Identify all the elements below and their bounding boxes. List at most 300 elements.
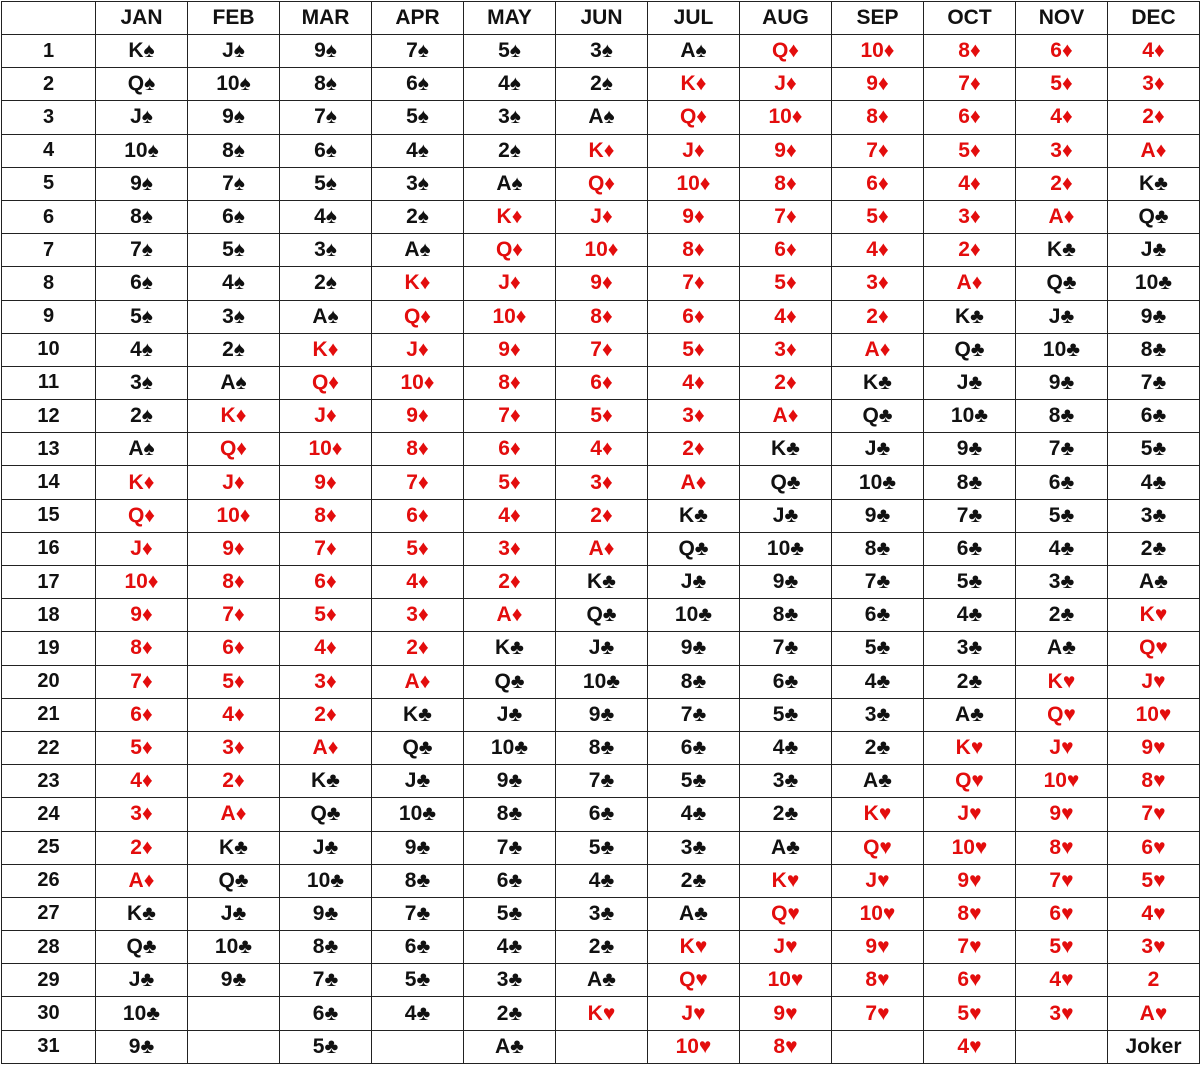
card-cell: 9♦ xyxy=(372,400,464,433)
day-row xyxy=(2,698,1200,731)
card-cell: 8♥ xyxy=(1108,765,1200,798)
card-cell: A♠ xyxy=(188,366,280,399)
day-row xyxy=(2,831,1200,864)
card-cell: J♦ xyxy=(648,134,740,167)
day-number: 24 xyxy=(2,798,96,831)
day-row xyxy=(2,366,1200,399)
card-cell: 4♦ xyxy=(464,499,556,532)
card-cell: 4♠ xyxy=(464,68,556,101)
card-cell: Q♦ xyxy=(740,35,832,68)
day-number: 30 xyxy=(2,997,96,1030)
card-cell: 10♦ xyxy=(832,35,924,68)
day-row xyxy=(2,101,1200,134)
card-cell: J♣ xyxy=(648,566,740,599)
day-row xyxy=(2,897,1200,930)
card-cell: 8♣ xyxy=(556,731,648,764)
card-cell: A♠ xyxy=(280,300,372,333)
day-number: 26 xyxy=(2,864,96,897)
card-cell: 10♥ xyxy=(740,964,832,997)
card-cell: 2♦ xyxy=(832,300,924,333)
card-cell: K♣ xyxy=(648,499,740,532)
card-cell: K♣ xyxy=(372,698,464,731)
card-cell: 5♥ xyxy=(1108,864,1200,897)
card-cell: 10♣ xyxy=(556,665,648,698)
day-number: 8 xyxy=(2,267,96,300)
card-cell: 7♣ xyxy=(648,698,740,731)
card-cell: 7♠ xyxy=(280,101,372,134)
card-cell: J♣ xyxy=(1016,300,1108,333)
card-cell: 7♦ xyxy=(832,134,924,167)
day-number: 25 xyxy=(2,831,96,864)
card-cell: 4♠ xyxy=(372,134,464,167)
card-cell: 3♦ xyxy=(188,731,280,764)
card-cell: 4♦ xyxy=(1016,101,1108,134)
card-cell: 2♦ xyxy=(464,566,556,599)
card-cell: 2♣ xyxy=(648,864,740,897)
card-cell: K♦ xyxy=(556,134,648,167)
card-cell: 10♥ xyxy=(924,831,1016,864)
day-row xyxy=(2,731,1200,764)
day-row xyxy=(2,333,1200,366)
card-cell: 2♦ xyxy=(280,698,372,731)
card-cell: J♣ xyxy=(556,632,648,665)
card-cell: 10♥ xyxy=(1016,765,1108,798)
card-cell: 5♥ xyxy=(1016,931,1108,964)
card-cell: K♣ xyxy=(740,433,832,466)
card-cell: Q♣ xyxy=(648,532,740,565)
card-cell: 7♠ xyxy=(96,234,188,267)
card-cell: 5♦ xyxy=(648,333,740,366)
card-cell: 10♦ xyxy=(464,300,556,333)
card-cell: 9♦ xyxy=(556,267,648,300)
card-cell: A♦ xyxy=(1108,134,1200,167)
card-cell: K♥ xyxy=(1016,665,1108,698)
card-cell: Q♥ xyxy=(1108,632,1200,665)
card-cell: 5♣ xyxy=(280,1030,372,1063)
day-row xyxy=(2,35,1200,68)
card-cell: 6♦ xyxy=(556,366,648,399)
card-cell: 9♠ xyxy=(96,167,188,200)
card-cell: 8♠ xyxy=(188,134,280,167)
card-cell: 4♦ xyxy=(280,632,372,665)
card-cell: 6♦ xyxy=(188,632,280,665)
card-cell: Q♣ xyxy=(832,400,924,433)
card-cell: 4♣ xyxy=(1016,532,1108,565)
card-cell: 8♣ xyxy=(464,798,556,831)
card-cell: 8♠ xyxy=(280,68,372,101)
card-cell: 9♥ xyxy=(832,931,924,964)
card-cell: 5♦ xyxy=(924,134,1016,167)
card-cell xyxy=(832,1030,924,1063)
day-number: 28 xyxy=(2,931,96,964)
card-cell: 4♦ xyxy=(648,366,740,399)
card-cell: 6♠ xyxy=(96,267,188,300)
card-cell: J♦ xyxy=(556,200,648,233)
card-cell: Q♣ xyxy=(280,798,372,831)
card-cell: 4♣ xyxy=(924,599,1016,632)
card-cell: Q♣ xyxy=(464,665,556,698)
card-cell: 9♣ xyxy=(372,831,464,864)
card-cell: 2♦ xyxy=(1016,167,1108,200)
card-cell: J♥ xyxy=(1108,665,1200,698)
card-cell: J♣ xyxy=(924,366,1016,399)
month-header-may: MAY xyxy=(464,2,556,35)
card-cell: 6♣ xyxy=(464,864,556,897)
day-number: 31 xyxy=(2,1030,96,1063)
card-cell: 3♠ xyxy=(464,101,556,134)
card-cell: 8♣ xyxy=(372,864,464,897)
card-cell: J♦ xyxy=(372,333,464,366)
card-cell: 8♦ xyxy=(832,101,924,134)
card-cell: 9♥ xyxy=(740,997,832,1030)
card-cell: 9♠ xyxy=(280,35,372,68)
card-cell: 5♦ xyxy=(556,400,648,433)
card-cell: 3♦ xyxy=(96,798,188,831)
card-cell: 3♦ xyxy=(832,267,924,300)
card-cell: Q♣ xyxy=(924,333,1016,366)
card-cell: 7♦ xyxy=(280,532,372,565)
card-cell: 6♣ xyxy=(1108,400,1200,433)
card-cell: 5♠ xyxy=(280,167,372,200)
card-cell: 8♣ xyxy=(1108,333,1200,366)
card-cell: J♣ xyxy=(1108,234,1200,267)
card-cell: 8♣ xyxy=(832,532,924,565)
month-header-mar: MAR xyxy=(280,2,372,35)
card-cell: Q♥ xyxy=(648,964,740,997)
card-cell: 3♣ xyxy=(924,632,1016,665)
card-cell: 10♥ xyxy=(832,897,924,930)
card-cell: K♣ xyxy=(1108,167,1200,200)
card-cell: 10♣ xyxy=(832,466,924,499)
day-number: 16 xyxy=(2,532,96,565)
card-cell: 3♦ xyxy=(464,532,556,565)
day-number: 18 xyxy=(2,599,96,632)
card-cell: 3♣ xyxy=(464,964,556,997)
card-cell: 2♣ xyxy=(464,997,556,1030)
card-cell: 10♣ xyxy=(740,532,832,565)
card-cell: 5♣ xyxy=(924,566,1016,599)
card-cell: 4♦ xyxy=(1108,35,1200,68)
card-cell: 9♣ xyxy=(648,632,740,665)
card-cell: 7♦ xyxy=(924,68,1016,101)
card-cell: 2♣ xyxy=(1016,599,1108,632)
card-cell: 4♣ xyxy=(556,864,648,897)
card-cell: 3♣ xyxy=(556,897,648,930)
card-cell: 10♣ xyxy=(1016,333,1108,366)
card-cell: J♣ xyxy=(372,765,464,798)
card-cell: 7♦ xyxy=(96,665,188,698)
card-cell: 6♦ xyxy=(648,300,740,333)
card-cell: 5♠ xyxy=(464,35,556,68)
card-cell: 9♥ xyxy=(1108,731,1200,764)
card-cell: K♣ xyxy=(464,632,556,665)
card-cell xyxy=(1016,1030,1108,1063)
card-cell: 5♣ xyxy=(648,765,740,798)
card-cell: 9♥ xyxy=(1016,798,1108,831)
card-cell: 2♣ xyxy=(924,665,1016,698)
card-cell: 2♠ xyxy=(96,400,188,433)
card-cell: Q♥ xyxy=(740,897,832,930)
card-cell: 3♦ xyxy=(556,466,648,499)
card-cell: 3♠ xyxy=(372,167,464,200)
card-cell: 5♣ xyxy=(1016,499,1108,532)
card-cell: 10♦ xyxy=(96,566,188,599)
card-cell: 2♦ xyxy=(188,765,280,798)
card-cell: 2 xyxy=(1108,964,1200,997)
day-row xyxy=(2,400,1200,433)
card-cell: J♥ xyxy=(832,864,924,897)
card-cell: K♥ xyxy=(924,731,1016,764)
card-cell: 6♣ xyxy=(280,997,372,1030)
card-cell: 7♣ xyxy=(832,566,924,599)
card-cell: 8♦ xyxy=(280,499,372,532)
day-number: 19 xyxy=(2,632,96,665)
card-cell: 5♠ xyxy=(96,300,188,333)
card-cell: 3♥ xyxy=(1016,997,1108,1030)
card-cell: A♣ xyxy=(740,831,832,864)
card-cell: 8♥ xyxy=(740,1030,832,1063)
card-cell: 6♠ xyxy=(372,68,464,101)
card-cell: 9♣ xyxy=(188,964,280,997)
card-cell: Q♦ xyxy=(96,499,188,532)
card-cell: 10♣ xyxy=(1108,267,1200,300)
card-cell: K♣ xyxy=(96,897,188,930)
card-cell: 10♣ xyxy=(648,599,740,632)
card-cell: 10♣ xyxy=(924,400,1016,433)
card-cell: 3♣ xyxy=(832,698,924,731)
card-cell: Q♥ xyxy=(1016,698,1108,731)
card-cell: 8♣ xyxy=(648,665,740,698)
card-cell: A♦ xyxy=(556,532,648,565)
day-number: 27 xyxy=(2,897,96,930)
card-cell: J♣ xyxy=(280,831,372,864)
card-cell: 9♦ xyxy=(280,466,372,499)
card-cell: 7♣ xyxy=(280,964,372,997)
card-cell: 7♥ xyxy=(1016,864,1108,897)
card-cell: 7♦ xyxy=(556,333,648,366)
card-cell: 2♠ xyxy=(188,333,280,366)
card-cell: 9♦ xyxy=(648,200,740,233)
day-number: 7 xyxy=(2,234,96,267)
card-cell: 5♦ xyxy=(96,731,188,764)
card-cell: Q♣ xyxy=(188,864,280,897)
card-cell: A♣ xyxy=(1016,632,1108,665)
card-cell: Q♥ xyxy=(924,765,1016,798)
day-number: 17 xyxy=(2,566,96,599)
card-cell: K♣ xyxy=(556,566,648,599)
day-number: 12 xyxy=(2,400,96,433)
card-cell: 7♦ xyxy=(740,200,832,233)
day-row xyxy=(2,466,1200,499)
day-number: 21 xyxy=(2,698,96,731)
day-row xyxy=(2,167,1200,200)
card-cell: K♥ xyxy=(832,798,924,831)
card-cell: 4♣ xyxy=(1108,466,1200,499)
card-cell: 7♥ xyxy=(924,931,1016,964)
card-cell: J♦ xyxy=(740,68,832,101)
card-cell xyxy=(188,1030,280,1063)
card-cell: A♠ xyxy=(556,101,648,134)
day-row xyxy=(2,234,1200,267)
card-cell: 7♦ xyxy=(372,466,464,499)
card-cell: Q♣ xyxy=(556,599,648,632)
card-cell: 5♣ xyxy=(832,632,924,665)
card-cell: 10♣ xyxy=(464,731,556,764)
card-cell: 9♣ xyxy=(740,566,832,599)
card-cell: K♥ xyxy=(556,997,648,1030)
card-cell: K♦ xyxy=(280,333,372,366)
card-cell: 3♦ xyxy=(1108,68,1200,101)
card-cell: 5♣ xyxy=(556,831,648,864)
month-header-nov: NOV xyxy=(1016,2,1108,35)
card-cell: A♠ xyxy=(96,433,188,466)
card-cell: 6♦ xyxy=(924,101,1016,134)
card-cell: K♣ xyxy=(924,300,1016,333)
card-cell: 10♥ xyxy=(1108,698,1200,731)
card-cell: 4♦ xyxy=(96,765,188,798)
card-cell: Q♦ xyxy=(280,366,372,399)
card-cell: 2♠ xyxy=(372,200,464,233)
card-cell: 6♦ xyxy=(832,167,924,200)
card-cell: 6♣ xyxy=(924,532,1016,565)
card-cell: 9♣ xyxy=(1016,366,1108,399)
day-row xyxy=(2,599,1200,632)
card-cell: 10♣ xyxy=(188,931,280,964)
card-cell: 6♦ xyxy=(464,433,556,466)
card-cell: 3♠ xyxy=(556,35,648,68)
card-cell: J♥ xyxy=(924,798,1016,831)
day-number: 11 xyxy=(2,366,96,399)
card-cell: 9♦ xyxy=(832,68,924,101)
card-cell: A♦ xyxy=(188,798,280,831)
day-row xyxy=(2,134,1200,167)
card-cell xyxy=(372,1030,464,1063)
card-cell: A♣ xyxy=(832,765,924,798)
month-header-aug: AUG xyxy=(740,2,832,35)
day-row xyxy=(2,765,1200,798)
day-row xyxy=(2,665,1200,698)
month-header-apr: APR xyxy=(372,2,464,35)
card-cell: 4♦ xyxy=(924,167,1016,200)
card-cell: K♦ xyxy=(96,466,188,499)
card-cell: 7♣ xyxy=(1108,366,1200,399)
day-row xyxy=(2,532,1200,565)
card-cell: 3♦ xyxy=(648,400,740,433)
card-cell: 3♣ xyxy=(1016,566,1108,599)
card-cell: Q♦ xyxy=(464,234,556,267)
card-cell: 3♠ xyxy=(188,300,280,333)
month-header-dec: DEC xyxy=(1108,2,1200,35)
card-cell xyxy=(188,997,280,1030)
card-cell: 7♠ xyxy=(372,35,464,68)
card-cell: 2♦ xyxy=(372,632,464,665)
card-cell: 8♥ xyxy=(924,897,1016,930)
card-cell: 8♦ xyxy=(372,433,464,466)
card-cell: 3♥ xyxy=(1108,931,1200,964)
day-row xyxy=(2,433,1200,466)
card-cell: 9♣ xyxy=(832,499,924,532)
card-cell: A♦ xyxy=(740,400,832,433)
card-cell: 4♠ xyxy=(96,333,188,366)
card-cell: A♠ xyxy=(648,35,740,68)
card-cell: Q♣ xyxy=(1016,267,1108,300)
card-cell: A♦ xyxy=(372,665,464,698)
card-cell: 8♥ xyxy=(1016,831,1108,864)
card-cell: 8♦ xyxy=(740,167,832,200)
card-cell: 5♥ xyxy=(924,997,1016,1030)
card-cell: 2♣ xyxy=(740,798,832,831)
card-cell: 4♦ xyxy=(740,300,832,333)
card-cell: 2♠ xyxy=(464,134,556,167)
card-cell: K♣ xyxy=(1016,234,1108,267)
card-cell: 4♣ xyxy=(648,798,740,831)
card-cell: 8♥ xyxy=(832,964,924,997)
card-cell xyxy=(556,1030,648,1063)
month-header-row xyxy=(2,2,1200,35)
card-cell: 4♠ xyxy=(280,200,372,233)
card-cell: 10♣ xyxy=(372,798,464,831)
card-cell: 10♣ xyxy=(280,864,372,897)
card-cell: A♣ xyxy=(648,897,740,930)
card-cell: 8♣ xyxy=(924,466,1016,499)
card-cell: 6♣ xyxy=(556,798,648,831)
month-header-jul: JUL xyxy=(648,2,740,35)
card-cell: 2♣ xyxy=(556,931,648,964)
card-cell: 6♦ xyxy=(96,698,188,731)
card-cell: 3♣ xyxy=(648,831,740,864)
card-cell: K♠ xyxy=(96,35,188,68)
card-cell: 7♣ xyxy=(924,499,1016,532)
card-cell: 5♣ xyxy=(372,964,464,997)
card-cell: 7♥ xyxy=(832,997,924,1030)
card-cell: 6♠ xyxy=(188,200,280,233)
card-cell: J♥ xyxy=(1016,731,1108,764)
day-row xyxy=(2,300,1200,333)
card-cell: 2♦ xyxy=(924,234,1016,267)
card-cell: A♦ xyxy=(924,267,1016,300)
card-cell: Q♣ xyxy=(372,731,464,764)
card-cell: 4♦ xyxy=(556,433,648,466)
card-cell: 8♣ xyxy=(740,599,832,632)
card-cell: 2♦ xyxy=(740,366,832,399)
card-cell: 8♦ xyxy=(464,366,556,399)
card-cell: 4♦ xyxy=(188,698,280,731)
card-cell: 10♠ xyxy=(96,134,188,167)
card-cell: Q♠ xyxy=(96,68,188,101)
card-cell: 3♦ xyxy=(740,333,832,366)
card-cell: 2♦ xyxy=(648,433,740,466)
day-row xyxy=(2,931,1200,964)
card-cell: K♦ xyxy=(464,200,556,233)
day-number: 6 xyxy=(2,200,96,233)
card-cell: A♦ xyxy=(280,731,372,764)
card-cell: 8♦ xyxy=(188,566,280,599)
card-cell: A♣ xyxy=(556,964,648,997)
card-cell: K♦ xyxy=(372,267,464,300)
card-cell: J♠ xyxy=(96,101,188,134)
card-cell: Q♣ xyxy=(96,931,188,964)
card-cell: 7♥ xyxy=(1108,798,1200,831)
card-cell: 6♣ xyxy=(648,731,740,764)
card-cell: 7♣ xyxy=(556,765,648,798)
card-cell: 4♣ xyxy=(832,665,924,698)
card-cell: 2♦ xyxy=(96,831,188,864)
card-cell: A♦ xyxy=(96,864,188,897)
card-cell: 5♣ xyxy=(1108,433,1200,466)
card-cell: 7♣ xyxy=(740,632,832,665)
card-cell: J♦ xyxy=(464,267,556,300)
card-cell: 5♦ xyxy=(1016,68,1108,101)
